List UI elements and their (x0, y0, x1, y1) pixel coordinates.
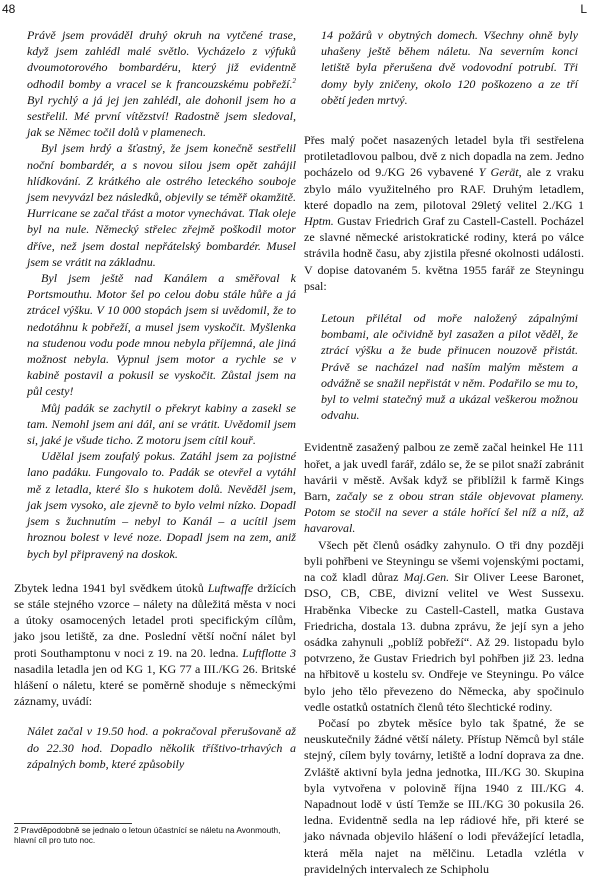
page-number: 48 (2, 2, 16, 16)
quote-paragraph: Můj padák se zachytil o překryt kabiny a zasekl se tam. Nemohl jsem ani dál, ani se vrátit. Uvědomil jsem si, jaké je všude ticho. Z motoru jsem cítil kouř. (27, 400, 296, 448)
quote-paragraph: Letoun přilétal od moře naložený zápalnými bombami, ale očividně byl zasažen a pilot věděl, že ztrácí výšku a že bude přinucen nouzově přistát. Právě se nacházel nad naším malým městem a odvážně se snažil nepřistát v něm. Podařilo se mu to, byl to velmi statečný muž a ukázal veškerou možnou odvahu. (321, 311, 578, 423)
footnote-divider (14, 823, 132, 824)
body-paragraph: Zbytek ledna 1941 byl svědkem útoků Luftwaffe držících se stále stejného vzorce – nálety na důležitá města v noci a útoky osamocených letadel proti specifickým cílům, jako jsou letiště, za dne. Poslední větší noční nálet byl proti Southamptonu v noci z 19. na 20. ledna. Luftflotte 3 nasadila letadla jen od KG 1, KG 77 a III./KG 26. Britské hlášení o náletu, které se poměrně shoduje s německými záznamy, uvádí: (14, 580, 296, 709)
body-paragraph: Přes malý počet nasazených letadel byla tři sestřelena protiletadlovou palbou, dvě z nich dopadla na zem. Jedno pocházelo od 9./KG 26 vybavené Y Gerät, ale z vraku zbylo málo využitelného pro RAF. Druhým letadlem, které dopadlo na zem, pilotoval 29letý velitel 2./KG 1 Hptm. Gustav Friedrich Graf zu Castell-Castell. Pocházel ze slavné německé aristokratické rodiny, která po válce strávila hodně času, aby zjistila přesné okolnosti události. V dopise datovaném 5. května 1955 farář ze Steyningu psal: (304, 133, 584, 293)
body-paragraph: Evidentně zasažený palbou ze země začal heinkel He 111 hořet, a jak uvedl farář, zdálo se, že se pilot snaží zabránit havárii v městě. Avšak když se přiblížil k farmě Kings Barn, začaly se z obou stran stále objevovat plameny. Potom se stočil na sever a stále hořící šel níž a níž, až havaroval. (304, 440, 584, 536)
body-paragraph: Počasí po zbytek měsíce bylo tak špatné, že se neuskutečnily žádné větší nálety. Přístup Němců byl stále stejný, cílem byly továrny, letiště a lodní doprava za dne. Zvláště aktivní byla jedna jednotka, III./KG 30. Skupina byla vytvořena v polovině října 1940 z III./KG 4. Napadnout lodě v ústí Temže se III./KG 30 pokusila 26. ledna. Evidentně sedla na lep rádiové hře, při které se jako návnada objevilo hlášení o lodi převážející letadla, která měla najet na mělčinu. Letadla vzlétla v pravidelných intervalech ze Schipholu (304, 715, 584, 876)
body-paragraph: Všech pět členů osádky zahynulo. O tři dny později byli pohřbeni ve Steyningu se všemi vojenskými poctami, na což kladl důraz Maj.Gen. Sir Oliver Leese Baronet, DSO, CB, CBE, divizní velitel ve West Sussexu. Hraběnka Vibecke zu Castell-Castell, matka Gustava Friedricha, dostala 13. dubna zprávu, že její syn a jeho osádka zahynuli „poblíž pobřeží“. Až 29. listopadu bylo potvrzeno, že Gustav Friedrich byl pohřben již 23. ledna na hřbitově u kostelu sv. Ondřeje ve Steyningu. Po válce bylo jeho tělo převezeno do Německa, aby spočinulo vedle ostatků ostatních členů této šlechtické rodiny. (304, 537, 584, 714)
corner-mark: L (580, 2, 587, 16)
quote-paragraph: Byl jsem hrdý a šťastný, že jsem konečně sestřelil noční bombardér, a s novou silou jsem opět zahájil hlídkování. Z krátkého ale ostrého leteckého souboje jsem nevyvázl bez následků, objevily se téměř okamžitě. Hurricane se začal třást a motor vynechávat. Tlak oleje byl na nule. Německý střelec zřejmě poškodil motor dříve, než jsem dostal nepřátelský bombardér. Musel jsem se vrátit na základnu. (27, 141, 296, 269)
pilot-account-quote (14, 27, 296, 562)
footnote-number: 2 (14, 825, 19, 835)
quote-paragraph: 14 požárů v obytných domech. Všechny ohně byly uhašeny ještě během náletu. Na severním konci letiště byla přerušena dvě vodovodní potrubí. Tři domy byly zničeny, okolo 120 poškozeno a ze tří obětí jeden mrtvý. (321, 28, 578, 107)
quote-paragraph: Byl jsem ještě nad Kanálem a směřoval k Portsmouthu. Motor šel po celou dobu stále hůře a já ztrácel výšku. V 10 000 stopách jsem si uvědomil, že to nedotáhnu k pobřeží, a musel jsem vyskočit. Myšlenka na studenou vodu pode mnou nebyla příjemná, ale jiná možnost nebyla. Vypnul jsem motor a rychle se v kabině postavil a pokusil se vyskočit. Zůstal jsem na půl cesty! (27, 271, 296, 399)
left-column (14, 27, 296, 772)
quote-paragraph: Udělal jsem zoufalý pokus. Zatáhl jsem za pojistné lano padáku. Fungovalo to. Padák se otevřel a vytáhl mě z letadla, které šlo s hukotem dolů. Nevěděl jsem, jak jsem vysoko, ale zjevně to bylo velmi nízko. Dopadl jsem s žuchnutím – nebyl to Kanál – a ucítil jsem hroznou bolest v levé noze. Dopadl jsem na zem, aniž bych byl připravený na doskok. (27, 449, 296, 561)
footnote-reference[interactable]: 2 (292, 76, 296, 85)
right-column (304, 27, 584, 877)
quote-paragraph: Nálet začal v 19.50 hod. a pokračoval přerušovaně až do 22.30 hod. Dopadlo několik tříštivo-trhavých a zápalných bomb, které způsobily (27, 724, 296, 771)
quote-paragraph: Právě jsem prováděl druhý okruh na vytčené trase, když jsem zahlédl malé světlo. Vycházelo z výfuků dvoumotorového bombardéru, který již evidentně odhodil bomby a vracel se k francouzskému pobřeží.$^2$ Byl rychlý a já jej jen zahlédl, ale dohonil jsem ho a sestřelil. Mé první vítězství! Radostně jsem sledoval, jak se Němec točil dolů v plamenech. (27, 28, 296, 140)
footnote-text: Pravděpodobně se jednalo o letoun účastnící se náletu na Avonmouth, hlavní cíl pro tuto noc. (14, 825, 281, 845)
raid-report-quote (14, 723, 296, 772)
raid-report-quote-continued (304, 27, 584, 108)
priest-letter-quote (304, 310, 584, 423)
footnote (14, 826, 296, 845)
